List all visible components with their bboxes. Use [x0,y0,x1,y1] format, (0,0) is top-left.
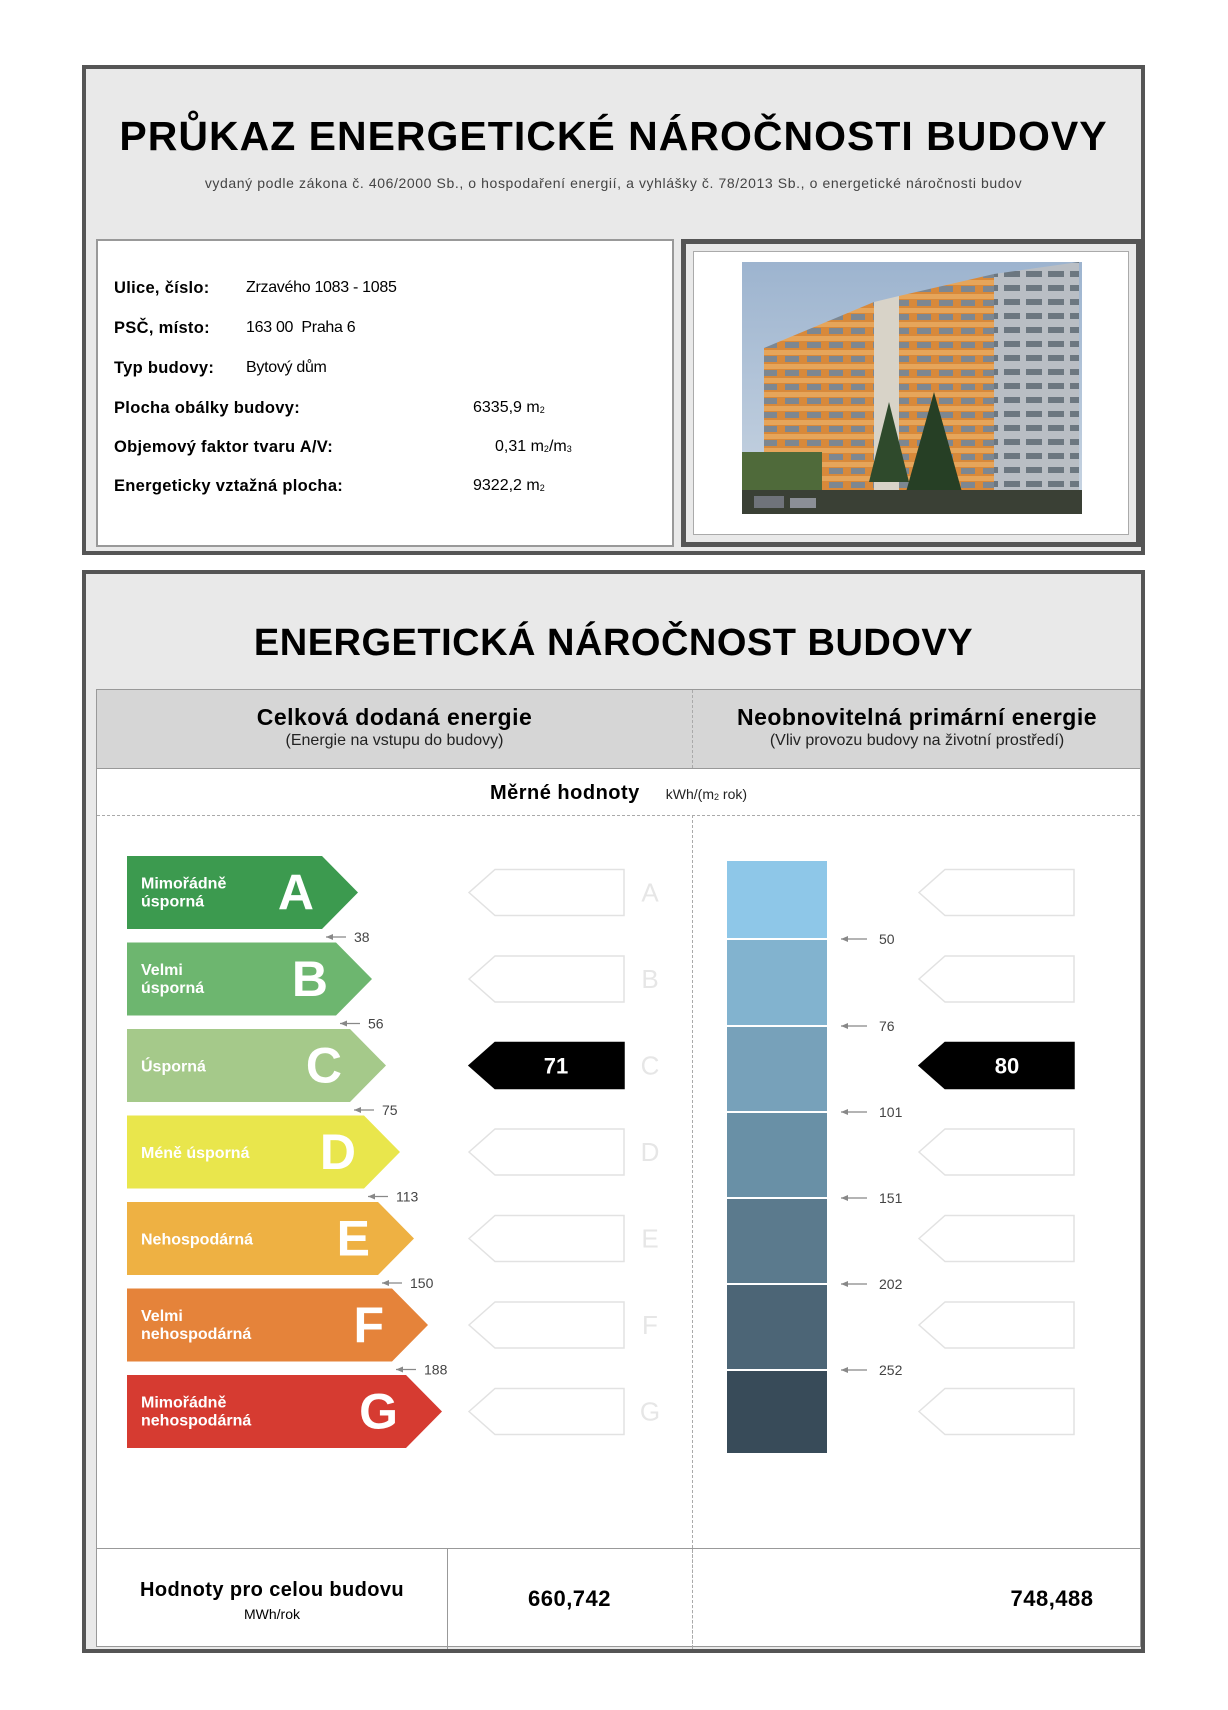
class-description: Mimořádně [141,875,227,893]
primary-boundary-arrow-head [841,1281,848,1287]
boundary-arrow-head [354,1107,361,1113]
class-arrow-shape [127,856,358,929]
energy-performance-frame [82,570,1145,1653]
primary-boundary-arrow-head [841,1109,848,1115]
boundary-value: 38 [354,929,370,945]
col-delivered-title: Celková dodaná energie [256,704,533,730]
class-description: Méně úsporná [141,1145,250,1162]
primary-class-bar-b [727,940,827,1025]
faded-class-letter-b: B [641,964,659,994]
envelope-area-label: Plocha obálky budovy: [114,399,301,417]
primary-class-bar-f [727,1285,827,1369]
rating-placeholder-b [469,956,624,1002]
primary-placeholder-a [919,870,1074,916]
class-arrow-e [127,1202,414,1275]
primary-energy-scale [693,816,1142,1546]
class-description: Velmi [141,962,183,979]
class-arrow-f [127,1289,428,1362]
energy-table [96,689,1141,1647]
primary-boundary-arrow-head [841,1195,848,1201]
class-description: Mimořádně [141,1394,227,1412]
specific-values-label: Měrné hodnoty [489,782,640,804]
class-letter: F [353,1297,384,1353]
faded-class-letter-c: C [640,1050,660,1081]
reference-area-label: Energeticky vztažná plocha: [114,477,344,495]
total-primary-energy: 748,488 [1010,1586,1094,1611]
boundary-arrow-head [340,1021,347,1027]
faded-class-letter-d: D [640,1137,660,1167]
page-title: PRŮKAZ ENERGETICKÉ NÁROČNOSTI BUDOVY [119,113,1108,159]
class-arrow-g [127,1375,442,1448]
rating-placeholder-d [469,1129,624,1175]
faded-class-letter-a: A [641,877,659,908]
class-arrow-a [127,856,358,929]
boundary-value: 56 [368,1015,384,1032]
whole-building-values [97,1548,1140,1649]
class-description: Úsporná [141,1058,206,1076]
primary-boundary-value: 101 [879,1104,903,1120]
building-photo-frame [681,239,1141,547]
primary-boundary-arrow-head [841,936,848,942]
class-arrow-d [127,1116,400,1189]
class-arrow-c [127,1029,386,1102]
class-description: Nehospodárná [141,1231,254,1249]
primary-boundary-value: 202 [879,1276,903,1292]
faded-class-letter-g: G [639,1396,661,1427]
delivered-energy-scale [97,816,691,1546]
primary-boundary-value: 151 [879,1190,903,1206]
primary-boundary-value: 76 [879,1018,895,1034]
primary-placeholder-b [919,956,1074,1002]
primary-placeholder-g [919,1389,1074,1435]
col-delivered-subtitle: (Energie na vstupu do budovy) [285,732,504,749]
building-info-panel [96,239,674,547]
faded-class-letter-f: F [642,1310,658,1340]
class-description: Velmi [141,1308,183,1325]
envelope-area-value: 6335,9 $m_2$ [473,399,545,416]
primary-class-bar-a [727,861,827,938]
boundary-arrow-head [326,934,333,940]
building-type-label: Typ budovy: [114,359,215,377]
primary-boundary-arrow-head [841,1023,848,1029]
class-arrow-b [127,943,372,1016]
street-value: Zrzavého 1083 - 1085 [246,279,397,296]
certificate-header-frame [82,65,1145,555]
av-factor-value: 0,31 $m_2/m_3$ [495,438,572,455]
av-factor-label: Objemový faktor tvaru A/V: [114,438,333,456]
primary-placeholder-d [919,1129,1074,1175]
faded-class-letter-e: E [641,1223,659,1254]
zip-label: PSČ, místo: [114,319,210,337]
class-letter: B [291,951,328,1007]
rating-placeholder-a [469,870,624,916]
zip-value: 163 00 Praha 6 [246,319,356,336]
legal-subtitle: vydaný podle zákona č. 406/2000 Sb., o hospodaření energií, a vyhlášky č. 78/2013 Sb., o energetické náročnosti budov [204,175,1023,191]
boundary-arrow-head [396,1367,403,1373]
reference-area-value: 9322,2 $m_2$ [473,477,545,494]
class-description: nehospodárná [141,1412,252,1430]
total-delivered-energy: 660,742 [527,1586,612,1611]
class-letter: G [359,1383,398,1440]
building-type-value: Bytový dům [246,359,327,376]
boundary-arrow-head [382,1280,389,1286]
primary-class-bar-e [727,1199,827,1283]
col-primary-title: Neobnovitelná primární energie [736,704,1098,730]
primary-rating-value: 80 [994,1053,1020,1079]
primary-boundary-arrow-head [841,1367,848,1373]
rating-placeholder-f [469,1302,624,1348]
primary-class-bar-g [727,1371,827,1453]
rating-placeholder-g [469,1389,624,1435]
whole-building-unit: MWh/rok [244,1606,300,1622]
column-headers [97,690,1140,769]
class-description: úsporná [141,980,205,997]
primary-boundary-value: 252 [879,1362,903,1378]
class-description: úsporná [141,893,205,911]
primary-class-bar-c [727,1027,827,1111]
primary-placeholder-e [919,1216,1074,1262]
primary-boundary-value: 50 [879,931,895,947]
primary-class-bar-d [727,1113,827,1197]
boundary-value: 150 [410,1275,434,1291]
specific-values-header [97,782,1140,805]
col-primary-subtitle: (Vliv provozu budovy na životní prostředí) [769,732,1065,749]
rating-value: 71 [543,1053,569,1079]
building-photo [694,252,1128,534]
specific-values-unit: kWh/($m_2$ rok) [665,786,748,802]
boundary-value: 113 [396,1188,419,1205]
boundary-value: 75 [382,1102,398,1118]
class-letter: D [319,1124,356,1180]
class-letter: A [277,864,314,921]
rating-placeholder-e [469,1216,624,1262]
class-description: nehospodárná [141,1326,252,1343]
class-letter: E [336,1210,370,1267]
street-label: Ulice, číslo: [114,279,210,297]
class-letter: C [305,1037,342,1094]
class-arrow-shape [127,943,372,1016]
primary-placeholder-f [919,1302,1074,1348]
whole-building-label: Hodnoty pro celou budovu [139,1579,405,1601]
boundary-value: 188 [424,1361,448,1378]
section-title: ENERGETICKÁ NÁROČNOST BUDOVY [253,622,974,664]
boundary-arrow-head [368,1194,375,1200]
